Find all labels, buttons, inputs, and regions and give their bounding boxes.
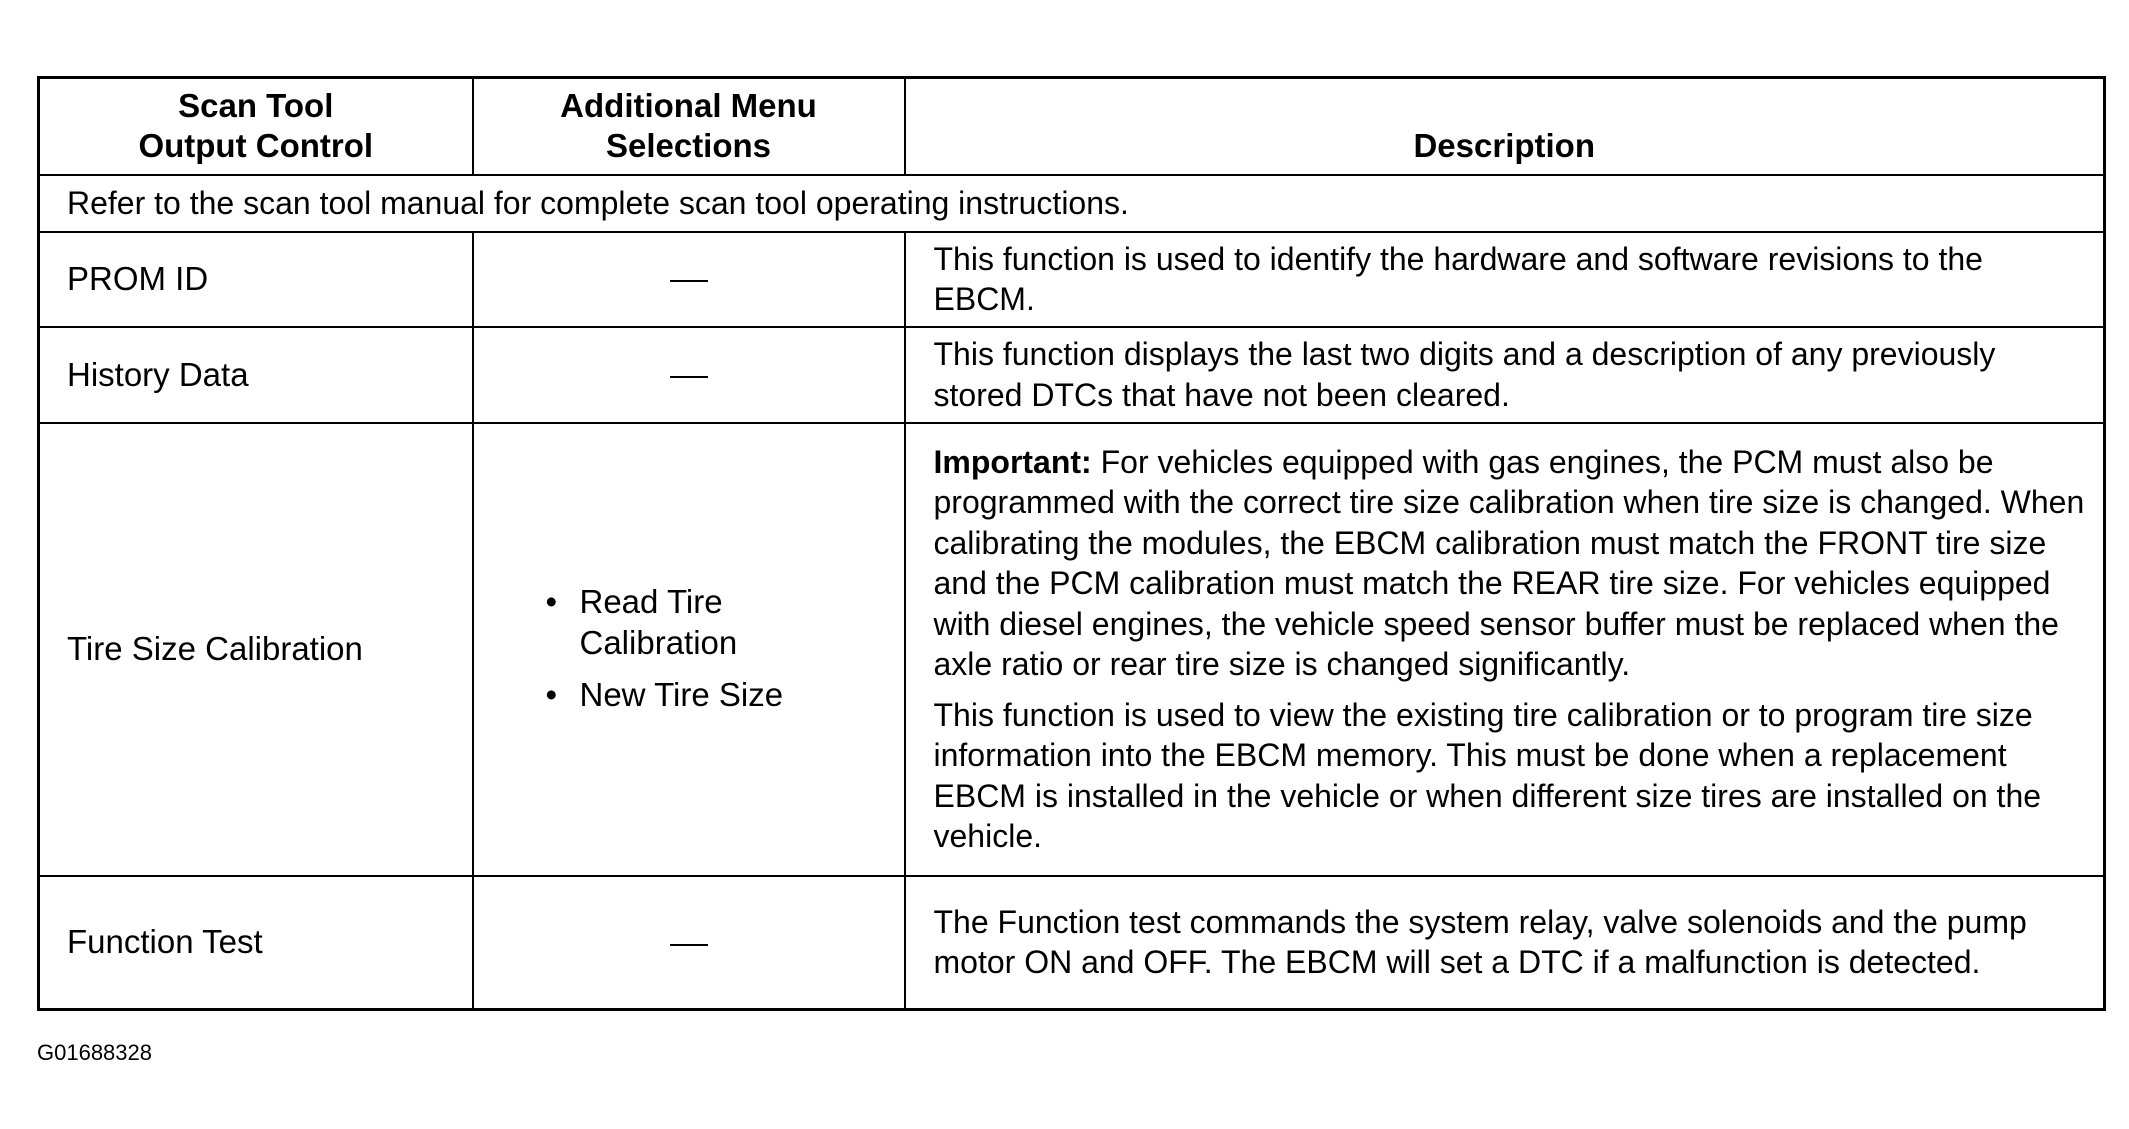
menu-selection	[473, 232, 905, 327]
header-scan-tool-output-control	[39, 78, 473, 175]
header-col2-line2: Selections	[605, 126, 772, 164]
dash-glyph	[670, 280, 708, 282]
important-note	[934, 442, 2086, 685]
dash-glyph	[670, 944, 708, 946]
header-description	[905, 78, 2105, 175]
description-text: This function is used to view the existing tire calibration or to program tire size information into the EBCM memory. This must be done when a replacement EBCM is installed in the vehicle or when different size tires are installed on the vehicle.	[933, 696, 2042, 854]
important-text: For vehicles equipped with gas engines, the PCM must also be programmed with the correct tire size calibration when tire size is changed. When calibrating the modules, the EBCM calibration must match the FRONT tire size and the PCM calibration must match the REAR tire size. For vehicles equipped with diesel engines, the vehicle speed sensor buffer must be replaced when the axle ratio or rear tire size is changed significantly.	[933, 443, 2085, 682]
menu-selection-list	[544, 582, 834, 716]
function-name: Function Test	[39, 876, 473, 1010]
table-note-row	[39, 175, 2105, 232]
function-name: History Data	[39, 327, 473, 423]
table-note: Refer to the scan tool manual for complete scan tool operating instructions.	[39, 175, 2105, 232]
figure-id: G01688328	[37, 1040, 152, 1065]
function-description: This function displays the last two digits and a description of any previously stored DTCs that have not been cleared.	[905, 327, 2105, 423]
table-header-row	[39, 78, 2105, 175]
header-col3-label: Description	[1413, 126, 1596, 164]
function-description: The Function test commands the system relay, valve solenoids and the pump motor ON and OFF. The EBCM will set a DTC if a malfunction is detected.	[905, 876, 2105, 1010]
scan-tool-output-control-table	[37, 76, 2106, 1011]
important-label: Important:	[933, 443, 1092, 480]
list-item: • New Tire Size	[544, 675, 834, 716]
function-description	[905, 423, 2105, 876]
header-col1-line2: Output Control	[138, 126, 374, 164]
dash-glyph	[670, 376, 708, 378]
function-description: This function is used to identify the hardware and software revisions to the EBCM.	[905, 232, 2105, 327]
table-row	[39, 327, 2105, 423]
table-row	[39, 876, 2105, 1010]
table-row	[39, 232, 2105, 327]
function-name: PROM ID	[39, 232, 473, 327]
table-row	[39, 423, 2105, 876]
header-col2-line1: Additional Menu	[560, 86, 817, 124]
header-col1-line1: Scan Tool	[178, 86, 334, 124]
header-additional-menu-selections	[473, 78, 905, 175]
list-item: • Read Tire Calibration	[544, 582, 834, 663]
menu-selection	[473, 327, 905, 423]
function-name: Tire Size Calibration	[39, 423, 473, 876]
menu-selection	[473, 876, 905, 1010]
menu-selection	[473, 423, 905, 876]
